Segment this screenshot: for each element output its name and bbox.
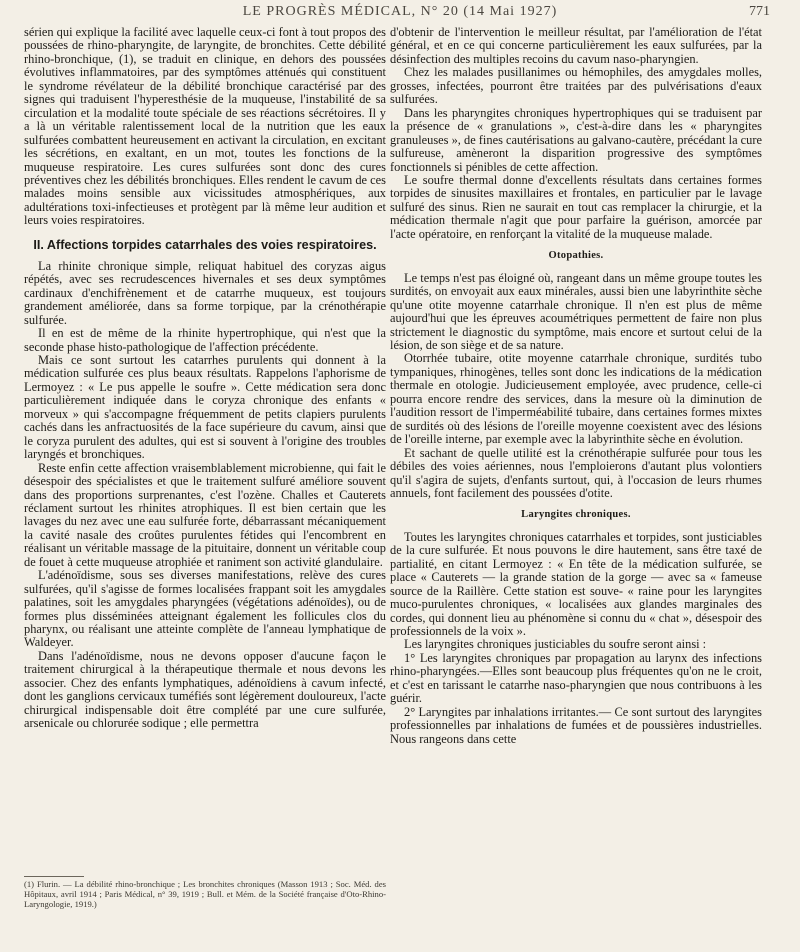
paragraph: Otorrhée tubaire, otite moyenne catarrhale chronique, surdités tubo tympaniques, rhinogènes, telles sont donc les indications de la médication thermale en otologie. Judicieusement employée, avec prudence, celle-ci pourra encore rendre des services, dans la mesure où la diminution de l'audition ressort de l'imperméabilité tubaire, dans certaines formes mixtes de surdités où des lésions de l'oreille moyenne coexistent avec des lésions de l'oreille interne, par exemple avec la labyrinthite sèche en évolution. (390, 351, 762, 447)
paragraph: 2° Laryngites par inhalations irritantes.— Ce sont surtout des laryngites professionnelles par inhalations de fumées et de poussières industrielles. Nous rangeons dans cette (390, 704, 762, 746)
paragraph: Les laryngites chroniques justiciables du soufre seront ainsi : (404, 637, 707, 652)
subheading-laryngites: Laryngites chroniques. (521, 509, 631, 521)
paragraph: Mais ce sont surtout les catarrhes purulents qui donnent à la médication sulfurée ces plus beaux résultats. Rappelons l'aphorisme de Lermoyez : « Le pus appelle le soufre ». Cette médication sera donc particulièrement indiquée dans le coryza chronique des enfants « morveux » qui s'accompagne fréquemment de petits clapiers purulents cachés dans les anfractuosités de la face supérieure du cavum, ainsi que le coryza purulent des adultes, qui est si souvent à l'origine des troubles laryngés et bronchiques. (24, 352, 386, 462)
footnote: (1) Flurin. — La débilité rhino-bronchique ; Les bronchites chroniques (Masson 1913 ; Soc. Méd. des Hôpitaux, avril 1914 ; Paris Médical, n° 39, 1919 ; Bull. et Mém. de la Société française d'Oto-Rhino-Laryngologie, 1919.) (24, 879, 386, 909)
paragraph: d'obtenir de l'intervention le meilleur résultat, par l'amélioration de l'état général, et en ce qui concerne particulièrement les eaux sulfurées, par la désinfection des multiples recoins du cavum naso-pharyngien. (390, 25, 762, 66)
paragraph: Le temps n'est pas éloigné où, rangeant dans un même groupe toutes les surdités, on envoyait aux eaux minérales, aussi bien une labyrinthite sèche qu'une otite moyenne catarrhale chronique. Il n'en est plus de même aujourd'hui que les épreuves acoumétriques permettent de faire non plus strictement le diagnostic du symptôme, mais encore et surtout celui de la lésion, de son siège et de sa nature. (390, 270, 762, 352)
paragraph: Il en est de même de la rhinite hypertrophique, qui n'est que la seconde phase histo-pathologique de l'affection précédente. (24, 326, 386, 354)
paragraph: Dans l'adénoïdisme, nous ne devons opposer d'aucune façon le traitement chirurgical à la thérapeutique thermale et nous devons les associer. Chez des enfants lymphatiques, adénoïdiens à cavum infecté, dont les ganglions cervicaux tuméfiés sont légèrement douloureux, l'acte chirurgical indispensable doit être complété par une cure sulfurée, arsenicale ou chlorurée sodique ; elle permettra (24, 648, 386, 731)
page-number: 771 (749, 4, 770, 19)
right-column (390, 26, 762, 746)
paragraph: Chez les malades pusillanimes ou hémophiles, des amygdales molles, grosses, infectées, pourront être traitées par des pulvérisations d'eaux sulfurées. (390, 65, 762, 107)
paragraph: Dans les pharyngites chroniques hypertrophiques qui se traduisent par la présence de « granulations », c'est-à-dire dans les « pharyngites granuleuses », de fines cautérisations au galvano-cautère, précédant la cure sulfureuse, amèneront la disparition progressive des symptômes fonctionnels si pénibles de cette affection. (390, 105, 762, 174)
journal-title: LE PROGRÈS MÉDICAL, N° 20 (14 Mai 1927) (242, 4, 558, 19)
paragraph: La rhinite chronique simple, reliquat habituel des coryzas aigus répétés, avec ses recrudescences hivernales et ses deux symptômes cardinaux d'enchifrènement et de catarrhe muqueux, est toujours grandement améliorée, dans sa forme torpique, par la crénothérapie sulfurée. (24, 258, 386, 327)
running-head (0, 4, 800, 24)
left-column (24, 26, 386, 731)
paragraph: L'adénoïdisme, sous ses diverses manifestations, relève des cures sulfurées, qu'il s'agisse de formes localisées frappant soit les amygdales palatines, soit les amygdales pharyngées (végétations adénoïdes), ou de formes plus disséminées atteignant également les follicules clos du pharynx, ou réalisant une atteinte complète de l'anneau lymphatique de Waldeyer. (24, 568, 386, 650)
paragraph: 1° Les laryngites chroniques par propagation au larynx des infections rhino-pharyngées.—Elles sont beaucoup plus fréquentes qu'on ne le croit, et c'est en tarissant le catarrhe naso-pharyngien que nous contribuons à les guérir. (390, 650, 762, 706)
paragraph: sérien qui explique la facilité avec laquelle ceux-ci font à tout propos des poussées de rhino-pharyngite, de laryngite, de bronchites. Cette débilité rhino-bronchique, (1), se traduit en clinique, en dehors des poussées évolutives inflammatoires, par des symptômes atténués qui constituent le syndrome révélateur de la débilité bronchique caractérisé par des signes qui traduisent l'hyperesthésie de la muqueuse, l'instabilité de sa circulation et la modalité toute spéciale de ses réactions sécrétoires. Il y a là un véritable ralentissement local de la nutrition que les eaux sulfurées combattent heureusement en activant la circulation, en excitant les sécrétions, en exaltant, en un mot, toutes les fonctions de la muqueuse respiratoire. Les cures sulfurées sont donc des cures préventives chez les débilités bronchiques. Elles rendent le cavum de ces malades moins sensible aux vicissitudes atmosphériques, aux adultérations toxi-infectieuses et protègent par là même leur audition et leurs voies respiratoires. (24, 25, 386, 228)
footnote-rule (24, 876, 84, 877)
paragraph: Le soufre thermal donne d'excellents résultats dans certaines formes torpides de sinusites maxillaires et frontales, en particulier par le lavage sulfuré des sinus. Rien ne saurait en tout cas remplacer la chirurgie, et la médication thermale n'agit que pour parfaire la guérison, amorcée par l'acte opératoire, en renforçant la vitalité de la muqueuse malade. (390, 172, 762, 241)
section-heading: II. Affections torpides catarrhales des voies respiratoires. (33, 237, 377, 252)
subheading-otopathies: Otopathies. (548, 250, 604, 262)
paragraph: Reste enfin cette affection vraisemblablement microbienne, qui fait le désespoir des spécialistes et que le traitement sulfuré améliore souvent dans des proportions surprenantes, c'est l'ozène. Challes et Cauterets réclament surtout les rhinites atrophiques. Il est bien certain que les lavages du nez avec une eau sulfurée forte, débarrassant mécaniquement la cavité nasale des croûtes purulentes fétides qui l'encombrent en réalisant un véritable massage de la pituitaire, donnent un véritable coup de fouet à cette muqueuse atrophiée et raniment son activité glandulaire. (24, 460, 386, 569)
paragraph: Et sachant de quelle utilité est la crénothérapie sulfurée pour tous les débiles des voies aériennes, nous l'emploierons d'autant plus volontiers qu'il s'agira de sujets, d'enfants surtout, qui, à l'occasion de leurs rhumes annuels, font facilement des poussées d'otite. (390, 445, 762, 500)
paragraph: Toutes les laryngites chroniques catarrhales et torpides, sont justiciables de la cure sulfurée. Et nous pouvons le dire hautement, sans être taxé de partialité, en citant Lermoyez : « En tête de la médication sulfurée, se place « Cauterets — la grande station de la gorge — avec sa « fameuse source de la Raillère. Cette station est souve- « raine pour les laryngites muco-purulentes chroniques, « localisées aux glandes marginales des cordes, qui donnent lieu au phénomène si connu du « chat », désespoir des professionnels de la voix ». (390, 529, 762, 639)
